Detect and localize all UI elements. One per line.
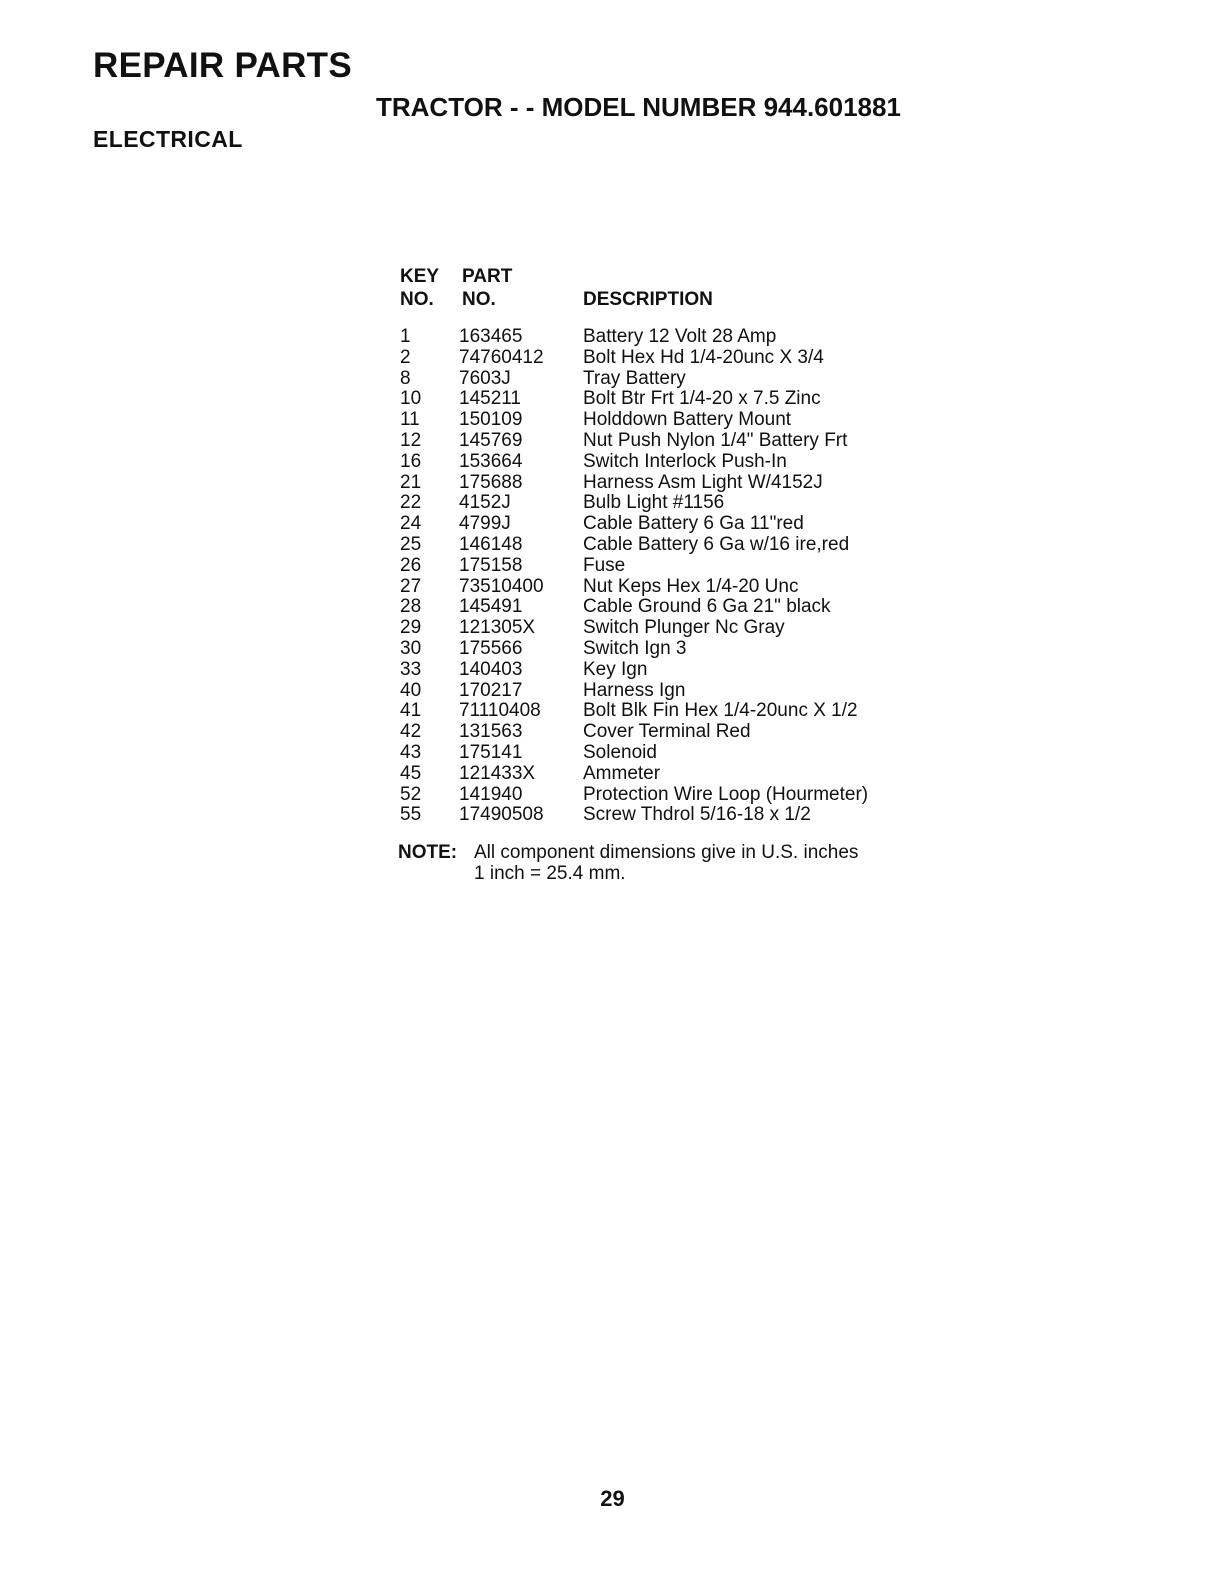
part-number-cell: 145491 (459, 596, 523, 618)
description-column-header: DESCRIPTION (583, 289, 713, 310)
description-cell: Cable Battery 6 Ga w/16 ire,red (583, 533, 850, 555)
description-cell: Switch Plunger Nc Gray (583, 617, 785, 639)
table-row (400, 348, 920, 369)
part-number-cell: 175566 (459, 637, 523, 659)
part-number-cell: 74760412 (459, 346, 544, 368)
table-row (400, 722, 920, 743)
table-row (400, 514, 920, 535)
key-cell: 2 (400, 346, 411, 368)
key-cell: 42 (400, 721, 422, 743)
table-row (400, 805, 920, 826)
description-cell: Cable Battery 6 Ga 11"red (583, 513, 804, 535)
part-number-cell: 146148 (459, 533, 523, 555)
key-cell: 29 (400, 617, 422, 639)
part-number-cell: 131563 (459, 721, 523, 743)
description-cell: Screw Thdrol 5/16-18 x 1/2 (583, 804, 811, 826)
section-heading: ELECTRICAL (93, 126, 243, 152)
page-number: 29 (600, 1486, 625, 1511)
table-row (400, 535, 920, 556)
table-row (400, 493, 920, 514)
description-cell: Bolt Blk Fin Hex 1/4-20unc X 1/2 (583, 700, 858, 722)
description-cell: Cable Ground 6 Ga 21" black (583, 596, 831, 618)
key-cell: 1 (400, 326, 411, 347)
description-cell: Holddown Battery Mount (583, 409, 792, 431)
part-number-cell: 140403 (459, 658, 523, 680)
table-row (400, 743, 920, 764)
key-cell: 11 (400, 409, 420, 431)
part-number-cell: 175141 (459, 741, 523, 763)
key-cell: 45 (400, 762, 422, 784)
key-cell: 12 (400, 429, 422, 451)
table-row (400, 389, 920, 410)
key-cell: 24 (400, 513, 422, 535)
part-number-cell: 121433X (459, 762, 536, 784)
description-cell: Switch Ign 3 (583, 637, 687, 659)
table-row (400, 785, 920, 806)
parts-table-header (400, 265, 920, 327)
table-row (400, 701, 920, 722)
part-number-cell: 4152J (459, 492, 511, 514)
part-number-cell: 145769 (459, 429, 523, 451)
description-cell: Harness Asm Light W/4152J (583, 471, 823, 493)
table-row (400, 431, 920, 452)
table-row (400, 452, 920, 473)
part-number-cell: 141940 (459, 783, 523, 805)
description-cell: Cover Terminal Red (583, 721, 751, 743)
key-column-header-top: KEY (400, 266, 440, 287)
model-number-heading: TRACTOR - - MODEL NUMBER 944.601881 (376, 92, 901, 122)
table-row (400, 473, 920, 494)
part-number-cell: 4799J (459, 513, 511, 535)
part-number-cell: 121305X (459, 617, 536, 639)
page-title: REPAIR PARTS (93, 46, 352, 85)
table-row (400, 639, 920, 660)
parts-table (400, 265, 920, 826)
description-cell: Tray Battery (583, 367, 686, 389)
key-cell: 55 (400, 804, 422, 826)
part-number-cell: 17490508 (459, 804, 544, 826)
description-cell: Nut Keps Hex 1/4-20 Unc (583, 575, 799, 597)
description-cell: Switch Interlock Push-In (583, 450, 787, 472)
key-cell: 21 (400, 471, 422, 493)
description-cell: Battery 12 Volt 28 Amp (583, 326, 777, 347)
table-row (400, 681, 920, 702)
description-cell: Fuse (583, 554, 626, 576)
note-label: NOTE: (398, 842, 458, 863)
key-cell: 25 (400, 533, 422, 555)
part-number-cell: 150109 (459, 409, 523, 431)
part-number-cell: 175158 (459, 554, 523, 576)
description-cell: Solenoid (583, 741, 657, 763)
parts-table-body (400, 327, 920, 826)
part-number-cell: 7603J (459, 367, 511, 389)
description-cell: Nut Push Nylon 1/4" Battery Frt (583, 429, 848, 451)
table-row (400, 597, 920, 618)
key-cell: 10 (400, 388, 422, 410)
table-row (400, 618, 920, 639)
key-cell: 52 (400, 783, 422, 805)
key-cell: 27 (400, 575, 422, 597)
key-cell: 41 (400, 700, 422, 722)
part-number-cell: 163465 (459, 326, 523, 347)
part-column-header-bottom: NO. (462, 289, 496, 310)
part-number-cell: 71110408 (459, 700, 541, 722)
key-cell: 33 (400, 658, 422, 680)
note-line-1: All component dimensions give in U.S. inches (474, 842, 859, 863)
description-cell: Protection Wire Loop (Hourmeter) (583, 783, 869, 805)
part-number-cell: 153664 (459, 450, 523, 472)
table-row (400, 577, 920, 598)
table-row (400, 410, 920, 431)
key-cell: 43 (400, 741, 422, 763)
table-row (400, 764, 920, 785)
key-column-header-bottom: NO. (400, 289, 434, 310)
part-column-header-top: PART (462, 266, 513, 287)
key-cell: 26 (400, 554, 422, 576)
table-row (400, 556, 920, 577)
part-number-cell: 145211 (459, 388, 521, 410)
description-cell: Bulb Light #1156 (583, 492, 725, 514)
part-number-cell: 175688 (459, 471, 523, 493)
key-cell: 30 (400, 637, 422, 659)
description-cell: Harness Ign (583, 679, 686, 701)
note-line-2: 1 inch = 25.4 mm. (474, 863, 626, 884)
table-row (400, 660, 920, 681)
key-cell: 16 (400, 450, 422, 472)
key-cell: 22 (400, 492, 422, 514)
key-cell: 40 (400, 679, 422, 701)
table-row (400, 327, 920, 348)
key-cell: 8 (400, 367, 411, 389)
description-cell: Bolt Btr Frt 1/4-20 x 7.5 Zinc (583, 388, 821, 410)
description-cell: Key Ign (583, 658, 648, 680)
part-number-cell: 170217 (459, 679, 523, 701)
part-number-cell: 73510400 (459, 575, 544, 597)
key-cell: 28 (400, 596, 422, 618)
description-cell: Bolt Hex Hd 1/4-20unc X 3/4 (583, 346, 824, 368)
description-cell: Ammeter (583, 762, 661, 784)
table-row (400, 369, 920, 390)
